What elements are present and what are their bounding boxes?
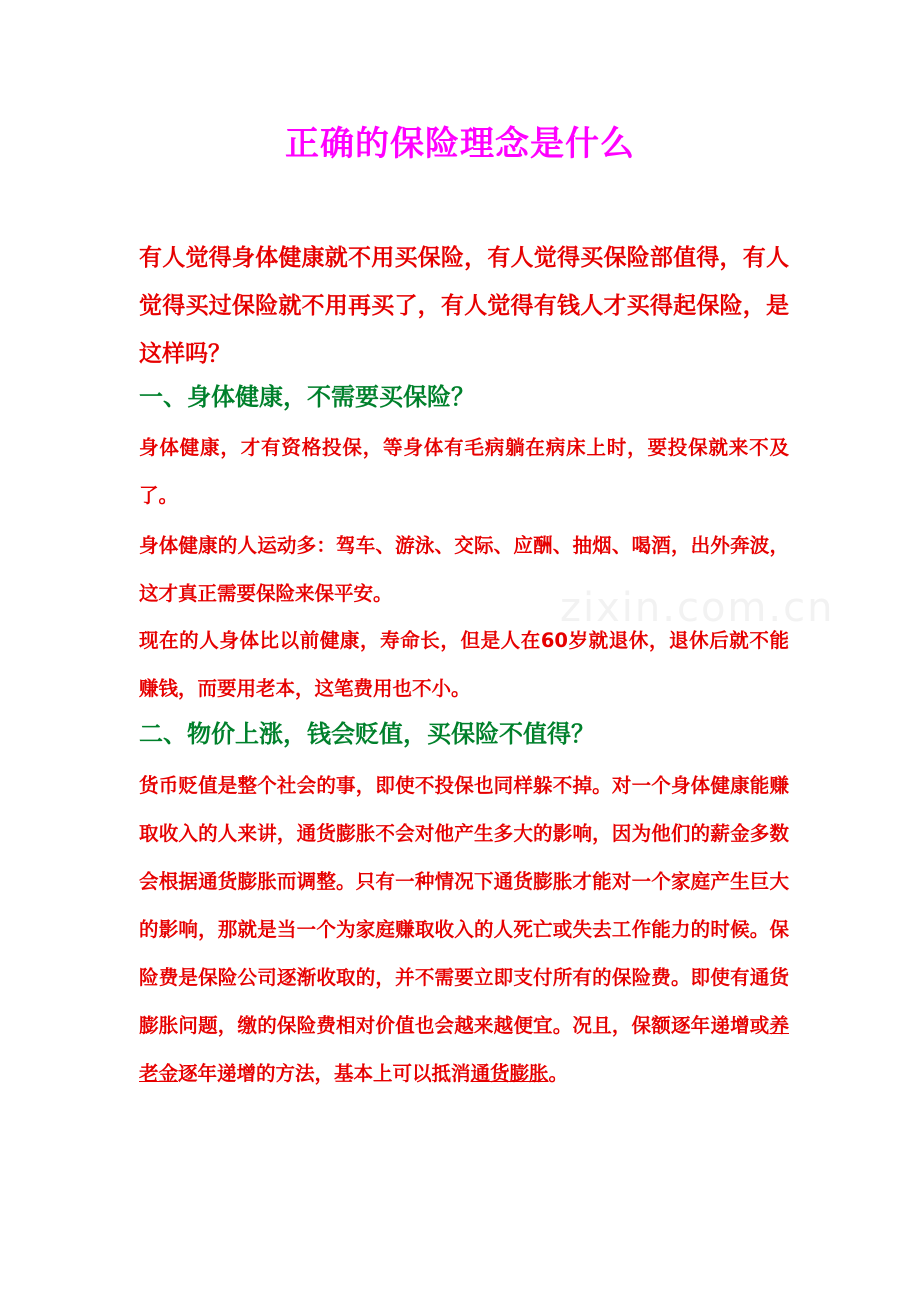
section-1-paragraph-1: 身体健康，才有资格投保，等身体有毛病躺在病床上时，要投保就来不及了。 bbox=[139, 436, 789, 507]
pension-link[interactable]: 养老金 bbox=[139, 1014, 789, 1085]
section-1-paragraph-2: 身体健康的人运动多：驾车、游泳、交际、应酬、抽烟、喝酒，出外奔波，这才真正需要保险来保平安。 bbox=[139, 534, 789, 605]
section-1-paragraph-3: 现在的人身体比以前健康，寿命长，但是人在60岁就退休，退休后就不能赚钱，而要用老本，这笔费用也不小。 bbox=[139, 629, 789, 700]
document-title: 正确的保险理念是什么 bbox=[285, 124, 635, 164]
section-2-heading: 二、物价上涨，钱会贬值，买保险不值得？ bbox=[139, 720, 595, 748]
watermark: zixin.com.cn bbox=[560, 585, 835, 631]
section-2-text-part-1: 货币贬值是整个社会的事，即使不投保也同样躲不掉。对一个身体健康能赚取收入的人来讲，通货膨胀不会对他产生多大的影响，因为他们的薪金多数会根据通货膨胀而调整。只有一种情况下通货膨胀才能对一个家庭产生巨大的影响，那就是当一个为家庭赚取收入的人死亡或失去工作能力的时候。保险费是保险公司逐渐收取的，并不需要立即支付所有的保险费。即使有通货膨胀问题，缴的保险费相对价值也会越来越便宜。况且，保额逐年递增或 bbox=[139, 774, 789, 1037]
section-2-text-part-2: 逐年递增的方法，基本上可以抵消 bbox=[178, 1062, 471, 1085]
section-2-paragraph bbox=[139, 762, 789, 1098]
intro-paragraph: 有人觉得身体健康就不用买保险，有人觉得买保险部值得，有人觉得买过保险就不用再买了，有人觉得有钱人才买得起保险，是这样吗？ bbox=[139, 245, 789, 367]
section-1-heading: 一、身体健康，不需要买保险？ bbox=[139, 383, 475, 411]
inflation-link[interactable]: 通货膨胀 bbox=[470, 1062, 549, 1085]
section-2-text-part-3: 。 bbox=[548, 1062, 569, 1085]
